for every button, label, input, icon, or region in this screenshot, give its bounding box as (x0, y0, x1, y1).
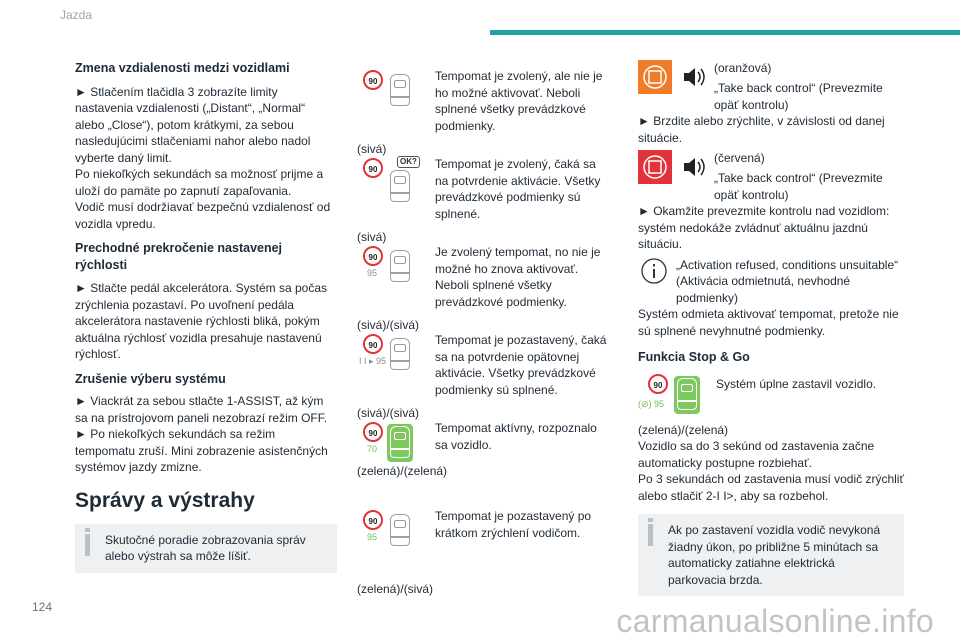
status-caption: (zelená)/(sivá) (357, 582, 434, 596)
status-caption: (sivá)/(sivá) (357, 406, 419, 420)
heading-cancel: Zrušenie výberu systému (75, 371, 226, 386)
speed-limit-icon: 90 (363, 246, 383, 266)
speaker-icon (676, 60, 710, 94)
paragraph-distance-2: Po niekoľkých sekundách sa možnosť prijme a uloží do pamäte po zapnutí zapaľovania. (75, 167, 324, 198)
info-circle-icon (640, 257, 668, 290)
speed-limit-icon: 90 (363, 334, 383, 354)
status-description: Je zvolený tempomat, no nie je možné ho znova aktivovať. Neboli splnené všetky prevádzkové podmienky. (435, 245, 601, 309)
heading-stopgo: Funkcia Stop & Go (638, 350, 750, 364)
car-icon (387, 336, 413, 374)
column-1 (75, 60, 337, 573)
status-caption: (sivá) (357, 142, 387, 156)
sub-speed-value: I I ▸ 95 (359, 356, 387, 366)
status-description: Tempomat je zvolený, čaká sa na potvrdenie aktivácie. Všetky prevádzkové podmienky sú splnené. (435, 157, 601, 221)
status-row (357, 156, 617, 242)
sub-speed-value: 70 (367, 444, 378, 454)
red-action: ► Okamžite prevezmite kontrolu nad vozidlom: systém nedokáže zvládnuť aktuálnu jazdnú situáciu. (638, 204, 890, 251)
paragraph-override: ► Stlačte pedál akcelerátora. Systém sa počas zrýchlenia pozastaví. Po uvoľnení pedála akcelerátora nastavenie rýchlosti bliká, pokým aktuálna rýchlosť vozidla presahuje nastavenú rýchlosť. (75, 281, 327, 361)
car-icon (387, 168, 413, 206)
speed-limit-icon: 90 (363, 422, 383, 442)
sub-speed-value: 95 (367, 268, 378, 278)
info-note-text: Skutočné poradie zobrazovania správ alebo výstrah sa môže líšiť. (105, 532, 306, 563)
speaker-icon-red (676, 150, 710, 184)
ok-badge: OK? (397, 156, 420, 168)
info-icon (648, 524, 653, 546)
header-accent-bar (490, 30, 960, 35)
refused-message: „Activation refused, conditions unsuitable“ (Aktivácia odmietnutá, nevhodné podmienky) (676, 257, 899, 305)
status-caption: (zelená)/(zelená) (357, 464, 448, 478)
status-caption: (sivá) (357, 230, 387, 244)
red-label: (červená) (714, 151, 765, 165)
orange-message: „Take back control“ (Prevezmite opäť kontrolu) (714, 81, 883, 112)
green-car-icon (387, 424, 413, 462)
paragraph-cancel-1: ► Viackrát za sebou stlačte 1-ASSIST, až kým sa na prístrojovom paneli nezobrazí režim OFF. (75, 394, 328, 425)
orange-warning-icon (638, 60, 672, 94)
stopgo-sub-value: (⊘) 95 (638, 398, 665, 409)
column-3 (638, 60, 904, 596)
info-icon (85, 534, 90, 556)
orange-action: ► Brzdite alebo zrýchlite, v závislosti od danej situácie. (638, 114, 885, 145)
stopgo-text: Systém úplne zastavil vozidlo. (716, 376, 877, 391)
info-note (75, 524, 337, 573)
stopgo-paragraph-1: Vozidlo sa do 3 sekúnd od zastavenia začne automaticky postupne rozbiehať. (638, 439, 875, 470)
car-icon (387, 72, 413, 110)
paragraph-distance-1: ► Stlačením tlačidla 3 zobrazíte limity nastavenia vzdialenosti („Distant“, „Normal“ alebo „Close“), potom krátkymi, za sebou nasledujúcimi stlačeniami nahor alebo nadol vyberte daný limit. (75, 84, 311, 165)
stopgo-row (638, 374, 904, 418)
orange-label: (oranžová) (714, 61, 772, 75)
red-warning-icon (638, 150, 672, 184)
status-row (357, 508, 617, 594)
speed-limit-icon: 90 (648, 374, 668, 394)
status-description: Tempomat aktívny, rozpoznalo sa vozidlo. (435, 421, 597, 452)
green-car-icon (674, 376, 700, 414)
status-row (357, 244, 617, 330)
car-icon (387, 248, 413, 286)
status-row (357, 68, 617, 154)
status-description: Tempomat je pozastavený, čaká sa na potvrdenie opätovnej aktivácie. Všetky prevádzkové podmienky sú splnené. (435, 333, 607, 397)
status-row (357, 332, 617, 418)
red-warning-row (638, 150, 904, 186)
status-description: Tempomat je pozastavený po krátkom zrýchlení vodičom. (435, 509, 592, 540)
paragraph-cancel-2: ► Po niekoľkých sekundách sa režim tempomatu zruší. Mini zobrazenie asistenčných systémov jazdy zmizne. (75, 427, 328, 474)
column-2 (357, 60, 617, 596)
refused-description: Systém odmieta aktivovať tempomat, pretože nie sú splnené nevyhnutné podmienky. (638, 307, 899, 338)
section-header: Jazda (60, 8, 93, 22)
status-caption: (sivá)/(sivá) (357, 318, 419, 332)
heading-messages: Správy a výstrahy (75, 488, 255, 512)
stopgo-info-note (638, 514, 904, 596)
stopgo-paragraph-2: Po 3 sekundách od zastavenia musí vodič zrýchliť alebo stlačiť 2-I I>, aby sa rozbehol. (638, 472, 904, 503)
watermark: carmanualsonline.info (616, 603, 934, 639)
speed-limit-icon: 90 (363, 510, 383, 530)
heading-override: Prechodné prekročenie nastavenej rýchlosti (75, 241, 283, 272)
orange-warning-row (638, 60, 904, 96)
status-description: Tempomat je zvolený, ale nie je ho možné aktivovať. Neboli splnené všetky prevádzkové podmienky. (435, 69, 603, 133)
stopgo-caption: (zelená)/(zelená) (638, 422, 729, 437)
paragraph-distance-3: Vodič musí dodržiavať bezpečnú vzdialenosť od vozidla vpredu. (75, 200, 331, 231)
stopgo-note-text: Ak po zastavení vozidla vodič nevykoná žiadny úkon, po približne 5 minútach sa automaticky zatiahne elektrická parkovacia brzda. (668, 523, 881, 587)
red-message: „Take back control“ (Prevezmite opäť kontrolu) (714, 171, 883, 202)
page-number: 124 (32, 600, 53, 614)
sub-speed-value: 95 (367, 532, 378, 542)
speed-limit-icon: 90 (363, 70, 383, 90)
speed-limit-icon: 90 (363, 158, 383, 178)
car-icon (387, 512, 413, 550)
status-row (357, 420, 617, 506)
heading-distance: Zmena vzdialenosti medzi vozidlami (75, 61, 290, 75)
refused-row (638, 257, 904, 307)
